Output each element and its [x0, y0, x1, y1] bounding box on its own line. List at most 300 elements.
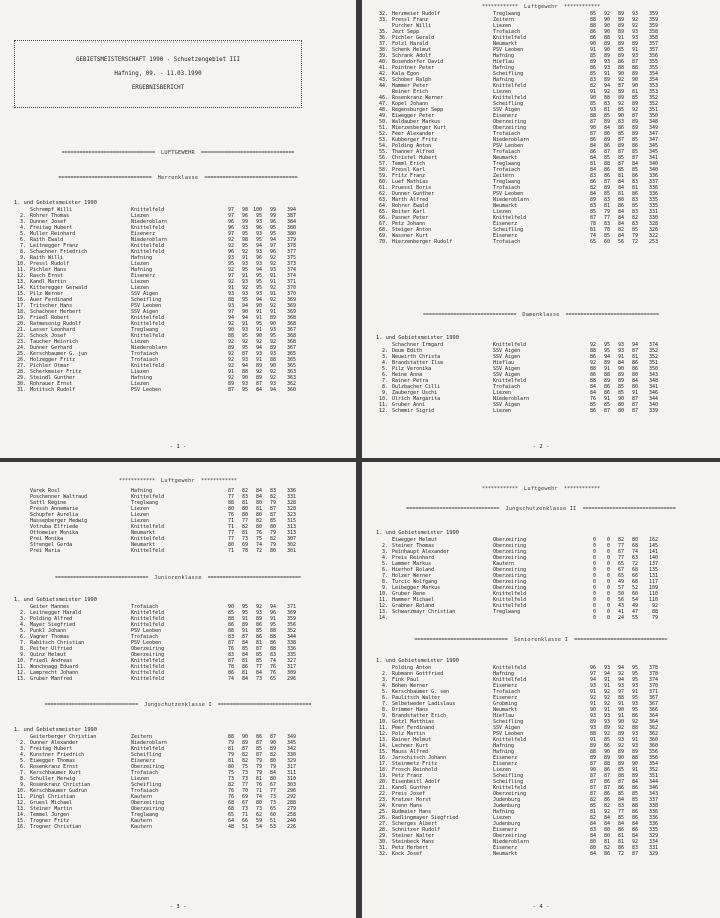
- series-3: 96: [255, 225, 262, 231]
- rank: 19.: [378, 773, 388, 779]
- total-score: 335: [648, 197, 658, 203]
- series-3: 43: [617, 603, 624, 609]
- series-3: 73: [255, 806, 262, 812]
- series-3: 57: [617, 585, 624, 591]
- box-top-border: ··································································: [78, 40, 278, 46]
- series-4: 89: [269, 315, 276, 321]
- series-3: 76: [255, 530, 262, 536]
- rank: 58.: [378, 167, 388, 173]
- total-score: 374: [286, 267, 296, 273]
- series-3: 93: [255, 610, 262, 616]
- shooter-name: Rasch Ernst: [30, 273, 64, 279]
- series-2: 87: [241, 351, 248, 357]
- series-3: 92: [255, 369, 262, 375]
- series-1: 92: [227, 321, 234, 327]
- club-name: Oberzeiring: [131, 800, 165, 806]
- series-2: 84: [603, 815, 610, 821]
- series-2: 88: [603, 161, 610, 167]
- series-3: 89: [255, 363, 262, 369]
- club-name: Neumarkt: [131, 542, 156, 548]
- series-3: 89: [617, 378, 624, 384]
- table-row: [14, 387, 304, 393]
- series-3: 85: [617, 791, 624, 797]
- shooter-name: Herzmeier Rudolf: [392, 11, 441, 17]
- rank: 24.: [16, 345, 26, 351]
- club-name: Neumarkt: [493, 707, 518, 713]
- series-3: 81: [255, 506, 262, 512]
- series-1: 85: [589, 209, 596, 215]
- series-3: 80: [255, 512, 262, 518]
- series-2: 94: [241, 363, 248, 369]
- series-2: 80: [603, 827, 610, 833]
- total-score: 322: [648, 233, 658, 239]
- rank: 6.: [381, 695, 388, 701]
- series-1: 81: [589, 227, 596, 233]
- shooter-name: Prei Monika: [30, 536, 64, 542]
- club-name: Scheifling: [493, 227, 524, 233]
- section-jungschuetzen-2: =============================== Jungschutzenklasse II ===============================: [406, 506, 676, 512]
- total-score: 88: [651, 609, 658, 615]
- series-4: 85: [631, 167, 638, 173]
- rank: 25.: [378, 809, 388, 815]
- total-score: 357: [648, 41, 658, 47]
- club-name: Hafning: [131, 267, 153, 273]
- total-score: 342: [286, 746, 296, 752]
- rank: 8.: [19, 776, 26, 782]
- rank: 15.: [16, 818, 26, 824]
- shooter-name: Bosendorfer David: [392, 59, 444, 65]
- shooter-name: Gruber Anni: [392, 402, 426, 408]
- rank: 60.: [378, 179, 388, 185]
- series-4: 51: [269, 818, 276, 824]
- club-name: Trofaiach: [131, 634, 159, 640]
- series-1: 92: [227, 351, 234, 357]
- series-1: 0: [592, 609, 596, 615]
- series-2: 90: [603, 29, 610, 35]
- series-4: 87: [631, 155, 638, 161]
- series-3: 86: [617, 845, 624, 851]
- total-score: 369: [286, 610, 296, 616]
- total-score: 310: [286, 776, 296, 782]
- shooter-name: Kunstner Friedrich: [30, 752, 85, 758]
- series-2: 94: [241, 303, 248, 309]
- rank: 3.: [19, 219, 26, 225]
- club-name: Oberzeiring: [493, 567, 527, 573]
- total-score: 368: [286, 333, 296, 339]
- series-3: 74: [255, 794, 262, 800]
- series-1: 93: [227, 255, 234, 261]
- club-name: PSV Leoben: [131, 303, 162, 309]
- shooter-name: Pilz Werner: [30, 291, 64, 297]
- club-name: Niederoblarn: [493, 197, 530, 203]
- series-2: 91: [241, 273, 248, 279]
- series-2: 91: [241, 628, 248, 634]
- caption-gebietsmeister: 1. und Gebietsmeister 1990: [14, 727, 97, 733]
- series-1: 86: [589, 137, 596, 143]
- shooter-name: Pasner Peter: [392, 215, 429, 221]
- club-name: Knittelfeld: [131, 207, 165, 213]
- series-4: 92: [269, 303, 276, 309]
- rank: 6.: [19, 634, 26, 640]
- series-4: 93: [631, 731, 638, 737]
- club-name: Oberzeiring: [493, 125, 527, 131]
- rank: 3.: [19, 746, 26, 752]
- series-2: 93: [603, 59, 610, 65]
- series-2: 93: [241, 291, 248, 297]
- rank: 21.: [378, 785, 388, 791]
- series-1: 86: [589, 354, 596, 360]
- series-1: 97: [589, 671, 596, 677]
- shooter-name: Ulrich Margarita: [392, 396, 441, 402]
- shooter-name: Steindl Gunther: [30, 375, 76, 381]
- club-name: Knittelfeld: [131, 536, 165, 542]
- total-score: 335: [648, 203, 658, 209]
- series-1: 84: [589, 390, 596, 396]
- series-1: 91: [227, 285, 234, 291]
- section-luftgewehr: ************ Luftgewehr ************: [481, 4, 601, 10]
- series-1: 76: [227, 646, 234, 652]
- club-name: Niederoblarn: [131, 740, 168, 746]
- rank: 12.: [378, 731, 388, 737]
- series-2: 86: [603, 390, 610, 396]
- shooter-name: Peer Ferdinand: [392, 725, 435, 731]
- series-3: 92: [255, 604, 262, 610]
- shooter-name: Poschenner Waltraud: [30, 494, 88, 500]
- series-4: 60: [269, 812, 276, 818]
- shooter-name: Leibegger Markus: [392, 585, 441, 591]
- series-2: 94: [603, 671, 610, 677]
- total-score: 330: [286, 752, 296, 758]
- shooter-name: Trogner Fritz: [30, 818, 70, 824]
- club-name: Eisenerz: [493, 233, 518, 239]
- series-1: 90: [589, 707, 596, 713]
- series-3: 85: [617, 131, 624, 137]
- series-2: 0: [606, 603, 610, 609]
- series-4: 85: [631, 95, 638, 101]
- series-3: 72: [617, 851, 624, 857]
- series-4: 86: [631, 827, 638, 833]
- series-1: 96: [589, 665, 596, 671]
- rank: 29.: [378, 833, 388, 839]
- rank: 11.: [378, 725, 388, 731]
- series-2: 85: [603, 113, 610, 119]
- series-3: 90: [255, 333, 262, 339]
- shooter-name: Schrank Adolf: [392, 53, 432, 59]
- series-4: 95: [269, 333, 276, 339]
- rank: 7.: [381, 701, 388, 707]
- series-4: 93: [269, 381, 276, 387]
- series-2: 73: [241, 806, 248, 812]
- rank: 15.: [16, 291, 26, 297]
- series-3: 59: [255, 818, 262, 824]
- caption-gebietsmeister: 1. und Gebietsmeister 1990: [376, 530, 459, 536]
- club-name: Scheifling: [493, 71, 524, 77]
- club-name: Knittelfeld: [131, 610, 165, 616]
- shooter-name: Friedl Robert: [30, 315, 70, 321]
- series-1: 78: [227, 664, 234, 670]
- series-1: 92: [227, 237, 234, 243]
- series-4: 95: [269, 225, 276, 231]
- series-2: 90: [241, 734, 248, 740]
- total-score: 369: [286, 297, 296, 303]
- series-1: 76: [589, 396, 596, 402]
- shooter-name: Gruber Rene: [392, 591, 426, 597]
- series-1: 92: [589, 360, 596, 366]
- shooter-name: Grabner Roland: [392, 603, 435, 609]
- total-score: 357: [648, 47, 658, 53]
- rank: 5.: [381, 561, 388, 567]
- series-1: 86: [589, 179, 596, 185]
- rank: 20.: [378, 779, 388, 785]
- rank: 11.: [16, 664, 26, 670]
- series-2: 95: [241, 267, 248, 273]
- section-luftgewehr: ************ Luftgewehr ************: [118, 478, 238, 484]
- series-2: 95: [241, 345, 248, 351]
- series-4: 89: [631, 71, 638, 77]
- series-2: 95: [241, 604, 248, 610]
- series-3: 85: [617, 167, 624, 173]
- series-1: 96: [227, 249, 234, 255]
- series-3: 81: [617, 839, 624, 845]
- series-4: 87: [631, 113, 638, 119]
- club-name: Liezen: [493, 209, 512, 215]
- rank: 26.: [16, 357, 26, 363]
- series-4: 73: [269, 794, 276, 800]
- total-score: 358: [648, 29, 658, 35]
- total-score: 371: [648, 689, 658, 695]
- total-score: 370: [286, 285, 296, 291]
- series-4: 85: [631, 203, 638, 209]
- series-1: 0: [592, 567, 596, 573]
- series-3: 90: [617, 366, 624, 372]
- shooter-name: Sattl Regine: [30, 500, 67, 506]
- total-score: 338: [286, 640, 296, 646]
- series-3: 87: [617, 83, 624, 89]
- club-name: PSV Leoben: [493, 47, 524, 53]
- shooter-name: Petz Herbert: [392, 845, 429, 851]
- club-name: Hafning: [131, 375, 153, 381]
- rank: 64.: [378, 203, 388, 209]
- rank: 12.: [16, 273, 26, 279]
- club-name: Treglwang: [131, 812, 159, 818]
- rank: 10.: [378, 396, 388, 402]
- series-3: 91: [255, 309, 262, 315]
- shooter-name: Schober Ralph: [392, 77, 432, 83]
- total-score: 313: [286, 524, 296, 530]
- series-3: 84: [255, 494, 262, 500]
- series-3: 85: [255, 658, 262, 664]
- shooter-name: Steiner Thomas: [392, 543, 435, 549]
- shooter-name: Deum Edith: [392, 348, 423, 354]
- series-2: 0: [606, 591, 610, 597]
- club-name: Oberzeiring: [131, 646, 165, 652]
- series-3: 95: [255, 213, 262, 219]
- series-1: 77: [227, 536, 234, 542]
- series-4: 93: [631, 29, 638, 35]
- series-3: 49: [617, 579, 624, 585]
- series-4: 80: [631, 384, 638, 390]
- series-2: 0: [606, 537, 610, 543]
- rank: 12.: [378, 408, 388, 414]
- rank: 47.: [378, 101, 388, 107]
- caption-gebietsmeister: 1. und Gebietsmeister 1990: [376, 335, 459, 341]
- series-1: 86: [589, 408, 596, 414]
- series-4: 91: [269, 309, 276, 315]
- rank: 6.: [19, 764, 26, 770]
- rank: 54.: [378, 143, 388, 149]
- series-3: 89: [617, 95, 624, 101]
- series-1: 96: [227, 219, 234, 225]
- total-score: 380: [286, 231, 296, 237]
- total-score: 313: [286, 530, 296, 536]
- series-3: 97: [617, 689, 624, 695]
- series-2: 60: [603, 239, 610, 245]
- club-name: Liezen: [131, 506, 150, 512]
- rank: 8.: [381, 579, 388, 585]
- page-number: - 4 -: [532, 904, 550, 910]
- club-name: SSV Aigen: [493, 354, 521, 360]
- shooter-name: Schupfer Aurelia: [30, 512, 79, 518]
- club-name: Trofaiach: [493, 384, 521, 390]
- total-score: 296: [286, 788, 296, 794]
- total-score: 345: [286, 740, 296, 746]
- shooter-name: Pilz Veronika: [392, 366, 432, 372]
- total-score: 330: [648, 215, 658, 221]
- club-name: Kautern: [131, 794, 153, 800]
- series-4: 80: [631, 372, 638, 378]
- series-1: 79: [227, 740, 234, 746]
- series-2: 98: [241, 237, 248, 243]
- series-2: 84: [241, 652, 248, 658]
- series-2: 71: [241, 812, 248, 818]
- series-3: 84: [255, 387, 262, 393]
- club-name: Neumarkt: [493, 155, 518, 161]
- club-name: Oberzeiring: [493, 579, 527, 585]
- series-2: 89: [603, 77, 610, 83]
- series-1: 93: [589, 725, 596, 731]
- club-name: Oberzeiring: [131, 764, 165, 770]
- series-4: 89: [631, 131, 638, 137]
- shooter-name: Dunner Alexander: [30, 740, 79, 746]
- rank: 16.: [378, 755, 388, 761]
- club-name: Hafning: [131, 488, 153, 494]
- series-4: 91: [269, 273, 276, 279]
- series-3: 89: [617, 23, 624, 29]
- rank: 9.: [19, 652, 26, 658]
- herren-table-cont: [376, 11, 676, 245]
- shooter-name: Heine Anna: [392, 372, 423, 378]
- shooter-name: Schock Josef: [30, 333, 67, 339]
- series-1: 92: [227, 243, 234, 249]
- club-name: SSV Aigen: [493, 107, 521, 113]
- series-3: 84: [617, 233, 624, 239]
- series-4: 87: [631, 59, 638, 65]
- rank: 49.: [378, 113, 388, 119]
- series-1: 87: [589, 779, 596, 785]
- series-4: 95: [631, 695, 638, 701]
- club-name: Liezen: [493, 815, 512, 821]
- club-name: Trofaiach: [493, 131, 521, 137]
- series-4: 83: [269, 652, 276, 658]
- series-2: 82: [241, 752, 248, 758]
- shooter-name: Luef Mathias: [392, 179, 429, 185]
- shooter-name: Rabitsch Christian: [30, 640, 85, 646]
- total-score: 362: [286, 381, 296, 387]
- series-4: 86: [631, 191, 638, 197]
- series-2: 91: [603, 677, 610, 683]
- rank: 62.: [378, 191, 388, 197]
- series-2: 93: [241, 279, 248, 285]
- series-4: 87: [631, 402, 638, 408]
- shooter-name: Leitnegger Franz: [30, 243, 79, 249]
- series-4: 86: [631, 713, 638, 719]
- shooter-name: Waldauber Markus: [392, 119, 441, 125]
- series-4: 99: [269, 213, 276, 219]
- rank: 13.: [378, 737, 388, 743]
- club-name: Liezen: [131, 213, 150, 219]
- club-name: Trofaiach: [493, 167, 521, 173]
- series-3: 87: [617, 779, 624, 785]
- total-score: 356: [648, 53, 658, 59]
- shooter-name: Brandstatter Ilse: [392, 360, 444, 366]
- series-3: 87: [255, 740, 262, 746]
- club-name: Trofaiach: [131, 357, 159, 363]
- series-2: 0: [606, 567, 610, 573]
- shooter-name: Christel Hubert: [392, 155, 438, 161]
- club-name: Liezen: [493, 767, 512, 773]
- series-2: 92: [603, 701, 610, 707]
- series-3: 89: [617, 89, 624, 95]
- club-name: Hieflau: [493, 713, 515, 719]
- rank: 16.: [16, 297, 26, 303]
- total-score: 352: [648, 767, 658, 773]
- series-3: 80: [255, 500, 262, 506]
- rank: 13.: [16, 806, 26, 812]
- club-name: Scheifling: [493, 773, 524, 779]
- series-3: 81: [617, 833, 624, 839]
- series-2: 84: [603, 821, 610, 827]
- series-1: 0: [592, 579, 596, 585]
- total-score: 253: [648, 239, 658, 245]
- total-score: 365: [286, 357, 296, 363]
- series-4: 91: [631, 390, 638, 396]
- series-4: 79: [631, 233, 638, 239]
- series-2: 85: [603, 737, 610, 743]
- total-score: 362: [648, 731, 658, 737]
- shooter-name: Reiter Karl: [392, 209, 426, 215]
- series-3: 94: [255, 345, 262, 351]
- series-2: 0: [606, 585, 610, 591]
- series-1: 65: [589, 239, 596, 245]
- club-name: Knittelfeld: [493, 591, 527, 597]
- series-1: 87: [589, 785, 596, 791]
- series-2: 0: [606, 579, 610, 585]
- series-1: 79: [227, 752, 234, 758]
- series-1: 88: [589, 378, 596, 384]
- rank: 2.: [19, 610, 26, 616]
- shooter-name: Pruessl Boris: [392, 185, 432, 191]
- series-2: 95: [603, 342, 610, 348]
- series-3: 80: [617, 197, 624, 203]
- total-score: 373: [286, 261, 296, 267]
- club-name: Kautern: [131, 824, 153, 830]
- series-1: 0: [592, 591, 596, 597]
- shooter-name: Folzl Harald: [392, 41, 429, 47]
- club-name: Liezen: [493, 390, 512, 396]
- series-3: 89: [617, 749, 624, 755]
- total-score: 145: [648, 543, 658, 549]
- total-score: 363: [286, 369, 296, 375]
